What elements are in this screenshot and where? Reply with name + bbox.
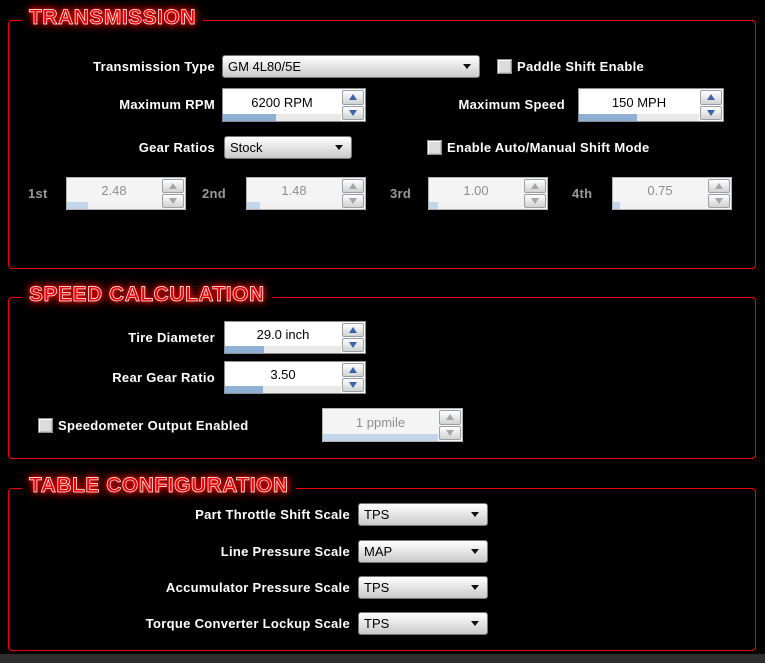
rear-gear-ratio-spinner[interactable] bbox=[224, 361, 366, 394]
dropdown-arrow-icon bbox=[471, 549, 479, 554]
speedometer-ppmile-field bbox=[323, 409, 438, 441]
spin-down-button bbox=[708, 194, 730, 208]
part-throttle-shift-scale-value: TPS bbox=[364, 507, 390, 522]
spin-up-icon bbox=[349, 183, 357, 189]
gear-1st-spinner bbox=[66, 177, 186, 210]
speedometer-output-label: Speedometer Output Enabled bbox=[58, 418, 249, 433]
auto-manual-shift-checkbox[interactable] bbox=[427, 140, 442, 155]
spin-up-button bbox=[708, 179, 730, 193]
gear-1st-progress-fill bbox=[67, 202, 88, 209]
spin-down-icon bbox=[531, 198, 539, 204]
rear-gear-ratio-progress-fill bbox=[225, 386, 263, 393]
gear-2nd-spinner bbox=[246, 177, 366, 210]
spin-up-button[interactable] bbox=[342, 363, 364, 377]
dropdown-arrow-icon bbox=[335, 145, 343, 150]
maximum-rpm-field[interactable] bbox=[223, 89, 341, 121]
spin-down-button[interactable] bbox=[342, 378, 364, 392]
speedometer-ppmile-spin-buttons bbox=[438, 409, 462, 441]
maximum-rpm-spinner[interactable] bbox=[222, 88, 366, 122]
speed-calculation-section-title: SPEED CALCULATION bbox=[22, 283, 272, 307]
accumulator-pressure-scale-label: Accumulator Pressure Scale bbox=[165, 580, 350, 595]
spin-down-icon bbox=[349, 110, 357, 116]
tire-diameter-label: Tire Diameter bbox=[128, 330, 215, 345]
maximum-rpm-spin-buttons bbox=[341, 89, 365, 121]
torque-converter-lockup-scale-value: TPS bbox=[364, 616, 390, 631]
spin-up-icon bbox=[349, 367, 357, 373]
spin-down-icon bbox=[349, 382, 357, 388]
gear-2nd-value: 1.48 bbox=[281, 183, 307, 198]
window-bottom-edge bbox=[0, 654, 765, 663]
spin-down-icon bbox=[707, 110, 715, 116]
line-pressure-scale-label: Line Pressure Scale bbox=[220, 544, 350, 559]
gear-4th-value: 0.75 bbox=[647, 183, 673, 198]
torque-converter-lockup-scale-label: Torque Converter Lockup Scale bbox=[145, 616, 350, 631]
spin-down-button[interactable] bbox=[342, 106, 364, 121]
gear-ratios-value: Stock bbox=[230, 140, 263, 155]
gear-3rd-spin-buttons bbox=[523, 178, 547, 209]
spin-up-icon bbox=[531, 183, 539, 189]
paddle-shift-checkbox[interactable] bbox=[497, 59, 512, 74]
transmission-type-dropdown[interactable] bbox=[222, 55, 480, 78]
gear-3rd-value: 1.00 bbox=[463, 183, 489, 198]
transmission-section-title: TRANSMISSION bbox=[22, 6, 203, 30]
gear-1st-spin-buttons bbox=[161, 178, 185, 209]
spin-up-icon bbox=[715, 183, 723, 189]
maximum-rpm-label: Maximum RPM bbox=[119, 97, 215, 112]
tire-diameter-field[interactable] bbox=[225, 322, 341, 353]
rear-gear-ratio-field[interactable] bbox=[225, 362, 341, 393]
spin-up-icon bbox=[349, 327, 357, 333]
gear-3rd-spinner bbox=[428, 177, 548, 210]
gear-ratios-dropdown[interactable] bbox=[224, 136, 352, 159]
transmission-type-value: GM 4L80/5E bbox=[228, 59, 301, 74]
speedometer-ppmile-spinner bbox=[322, 408, 463, 442]
tire-diameter-value: 29.0 inch bbox=[256, 327, 310, 342]
gear-3rd-progress-fill bbox=[429, 202, 438, 209]
spin-down-button[interactable] bbox=[700, 106, 722, 121]
gear-4th-spinner bbox=[612, 177, 732, 210]
gear-3rd-label: 3rd bbox=[390, 186, 412, 201]
spin-up-icon bbox=[446, 414, 454, 420]
gear-4th-spin-buttons bbox=[707, 178, 731, 209]
transmission-type-label: Transmission Type bbox=[93, 59, 215, 74]
accumulator-pressure-scale-value: TPS bbox=[364, 580, 390, 595]
speedometer-output-checkbox[interactable] bbox=[38, 418, 53, 433]
maximum-speed-label: Maximum Speed bbox=[458, 97, 565, 112]
gear-2nd-label: 2nd bbox=[202, 186, 227, 201]
maximum-rpm-value: 6200 RPM bbox=[251, 94, 313, 110]
speedometer-ppmile-value: 1 ppmile bbox=[355, 414, 406, 430]
spin-up-button bbox=[439, 410, 461, 425]
spin-down-icon bbox=[169, 198, 177, 204]
tire-diameter-spinner[interactable] bbox=[224, 321, 366, 354]
gear-1st-field bbox=[67, 178, 161, 209]
spin-down-icon bbox=[349, 198, 357, 204]
auto-manual-shift-label: Enable Auto/Manual Shift Mode bbox=[447, 140, 650, 155]
accumulator-pressure-scale-dropdown[interactable] bbox=[358, 576, 488, 599]
spin-up-button bbox=[162, 179, 184, 193]
spin-up-icon bbox=[707, 94, 715, 100]
part-throttle-shift-scale-dropdown[interactable] bbox=[358, 503, 488, 526]
maximum-speed-field[interactable] bbox=[579, 89, 699, 121]
dropdown-arrow-icon bbox=[471, 621, 479, 626]
rear-gear-ratio-spin-buttons bbox=[341, 362, 365, 393]
spin-up-icon bbox=[349, 94, 357, 100]
spin-down-button bbox=[524, 194, 546, 208]
spin-down-icon bbox=[715, 198, 723, 204]
maximum-speed-spin-buttons bbox=[699, 89, 723, 121]
gear-4th-progress-fill bbox=[613, 202, 620, 209]
spin-down-button bbox=[162, 194, 184, 208]
tire-diameter-spin-buttons bbox=[341, 322, 365, 353]
spin-down-button bbox=[342, 194, 364, 208]
dropdown-arrow-icon bbox=[471, 585, 479, 590]
gear-1st-label: 1st bbox=[28, 186, 48, 201]
gear-ratios-label: Gear Ratios bbox=[138, 140, 215, 155]
gear-3rd-field bbox=[429, 178, 523, 209]
rear-gear-ratio-value: 3.50 bbox=[270, 367, 296, 382]
dropdown-arrow-icon bbox=[471, 512, 479, 517]
spin-up-button[interactable] bbox=[342, 323, 364, 337]
spin-down-icon bbox=[349, 342, 357, 348]
part-throttle-shift-scale-label: Part Throttle Shift Scale bbox=[195, 507, 350, 522]
dropdown-arrow-icon bbox=[463, 64, 471, 69]
spin-down-icon bbox=[446, 430, 454, 436]
gear-2nd-spin-buttons bbox=[341, 178, 365, 209]
line-pressure-scale-dropdown[interactable] bbox=[358, 540, 488, 563]
spin-down-button bbox=[439, 426, 461, 441]
paddle-shift-label: Paddle Shift Enable bbox=[517, 59, 645, 74]
torque-converter-lockup-scale-dropdown[interactable] bbox=[358, 612, 488, 635]
maximum-speed-spinner[interactable] bbox=[578, 88, 724, 122]
maximum-speed-value: 150 MPH bbox=[611, 94, 667, 110]
gear-4th-label: 4th bbox=[572, 186, 593, 201]
spin-up-button[interactable] bbox=[342, 90, 364, 105]
table-configuration-section-title: TABLE CONFIGURATION bbox=[22, 474, 296, 498]
spin-up-icon bbox=[169, 183, 177, 189]
gear-2nd-progress-fill bbox=[247, 202, 260, 209]
gear-4th-field bbox=[613, 178, 707, 209]
gear-2nd-field bbox=[247, 178, 341, 209]
rear-gear-ratio-label: Rear Gear Ratio bbox=[112, 370, 215, 385]
line-pressure-scale-value: MAP bbox=[364, 544, 393, 559]
gear-1st-value: 2.48 bbox=[101, 183, 127, 198]
spin-up-button[interactable] bbox=[700, 90, 722, 105]
spin-up-button bbox=[342, 179, 364, 193]
spin-up-button bbox=[524, 179, 546, 193]
spin-down-button[interactable] bbox=[342, 338, 364, 352]
